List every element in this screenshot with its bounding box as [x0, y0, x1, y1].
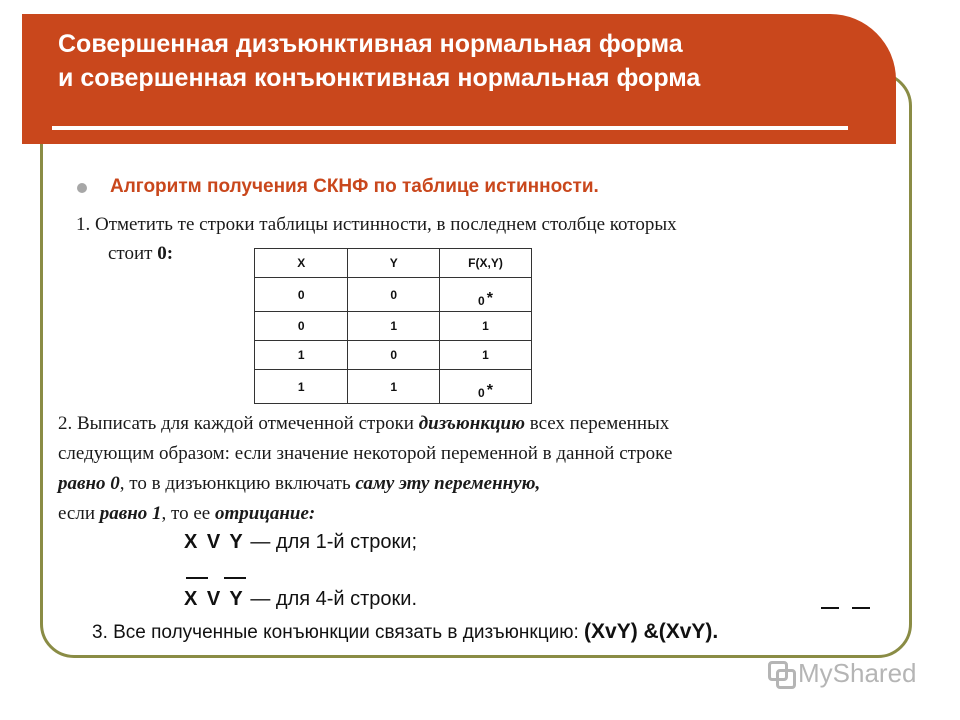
table-row: [255, 278, 532, 312]
table-row: [255, 341, 532, 370]
example-row-1: X V Y — для 1-й строки;: [184, 531, 418, 553]
title-underline: [52, 126, 848, 130]
cell-f: 0 *: [440, 370, 532, 404]
step2-line4: если равно 1, то ее отрицание:: [58, 503, 316, 524]
title-line-2: и совершенная конъюнктивная нормальная форма: [58, 64, 701, 92]
cell-y: 1: [348, 370, 440, 404]
cell-f: 0 *: [440, 278, 532, 312]
title-line-1: Совершенная дизъюнктивная нормальная форма: [58, 30, 683, 58]
table-row: [255, 312, 532, 341]
header-y: Y: [348, 249, 440, 278]
bullet-heading: Алгоритм получения СКНФ по таблице истинности.: [110, 176, 599, 197]
cell-x: 0: [255, 312, 348, 341]
bullet-icon: [77, 183, 87, 193]
watermark-text: MyShared: [798, 658, 917, 688]
step1-line2: стоит 0:: [108, 243, 174, 264]
final-formula: (XvY) &(XvY).: [584, 620, 719, 643]
header-x: X: [255, 249, 348, 278]
truth-table: [254, 248, 532, 404]
negation-bar: [224, 577, 246, 579]
cell-x: 1: [255, 370, 348, 404]
cell-f: 1: [440, 312, 532, 341]
myshared-logo-icon: [768, 661, 794, 687]
step2-line1: 2. Выписать для каждой отмеченной строки дизъюнкцию всех переменных: [58, 413, 670, 434]
negation-bar: [821, 607, 839, 609]
step2-line3: равно 0, то в дизъюнкцию включать саму эту переменную,: [58, 473, 541, 494]
cell-y: 1: [348, 312, 440, 341]
negation-bar: [852, 607, 870, 609]
row-mark: *: [486, 289, 493, 307]
cell-x: 1: [255, 341, 348, 370]
cell-y: 0: [348, 341, 440, 370]
cell-f: 1: [440, 341, 532, 370]
watermark: [768, 658, 917, 689]
step1-line1: 1. Отметить те строки таблицы истинности, в последнем столбце которых: [76, 214, 677, 235]
negation-bar: [186, 577, 208, 579]
table-header-row: [255, 249, 532, 278]
row-mark: *: [486, 381, 493, 399]
example-row-2: X V Y — для 4-й строки.: [184, 588, 418, 610]
step3-line: 3. Все полученные конъюнкции связать в дизъюнкцию: (XvY) &(XvY).: [92, 620, 719, 643]
step2-line2: следующим образом: если значение некоторой переменной в данной строке: [58, 443, 673, 464]
table-row: [255, 370, 532, 404]
cell-x: 0: [255, 278, 348, 312]
formula-row-1: X V Y: [184, 531, 245, 553]
header-f: F(X,Y): [440, 249, 532, 278]
formula-row-2: X V Y: [184, 588, 245, 610]
cell-y: 0: [348, 278, 440, 312]
